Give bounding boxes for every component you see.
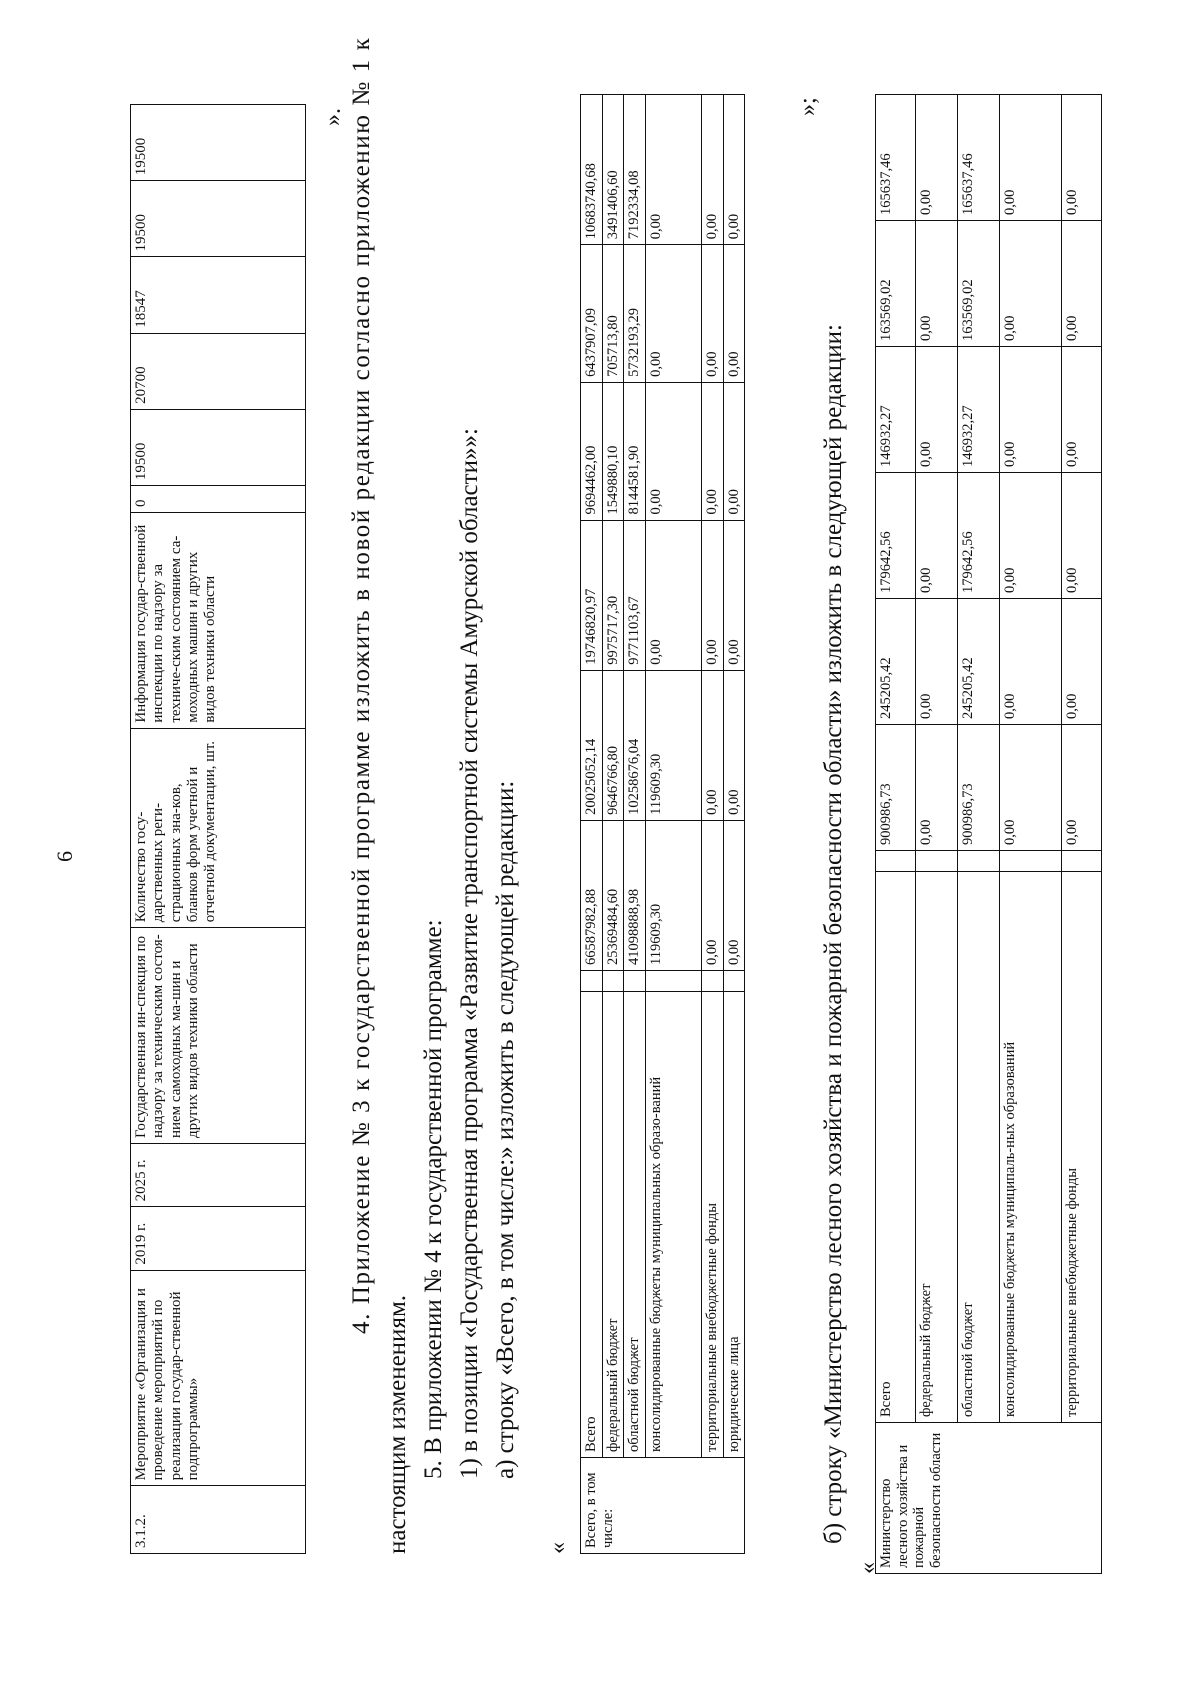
table-row <box>916 95 958 1574</box>
cell-value: 0,00 <box>916 473 958 599</box>
cell-value: 0,00 <box>1000 347 1062 473</box>
cell-value: 900986,73 <box>958 725 1000 851</box>
cell-value: 245205,42 <box>958 599 1000 725</box>
cell-value: 0,00 <box>723 820 745 970</box>
cell-value: 9694462,00 <box>581 382 603 520</box>
row-name: консолидированные бюджеты муниципаль-ных образований <box>1000 872 1062 1423</box>
table-row <box>876 95 916 1574</box>
table-row <box>1062 95 1102 1574</box>
cell-value: 0,00 <box>1000 473 1062 599</box>
measure-id: 3.1.2. <box>131 1486 306 1554</box>
paragraph-4-cont: настоящим изменениям. <box>384 1294 411 1554</box>
cell-value: 8144581,90 <box>624 382 646 520</box>
cell-value: 165637,46 <box>876 95 916 221</box>
cell-value: 179642,56 <box>958 473 1000 599</box>
row-name: Всего <box>581 992 603 1458</box>
cell-value: 0,00 <box>702 245 724 383</box>
cell-value: 0,00 <box>723 245 745 383</box>
cell-value: 41098888,98 <box>624 820 646 970</box>
cell-value: 165637,46 <box>958 95 1000 221</box>
cell-value: 25369484,60 <box>602 820 624 970</box>
cell-value: 0,00 <box>723 95 745 245</box>
cell-value: 9771103,67 <box>624 520 646 670</box>
cell-value: 7192334,08 <box>624 95 646 245</box>
measure-value: 0 <box>131 486 306 513</box>
cell-value: 10683740,68 <box>581 95 603 245</box>
cell-value: 0,00 <box>916 347 958 473</box>
row-name: областной бюджет <box>624 992 646 1458</box>
page-number: 6 <box>52 851 77 862</box>
measure-value: 18547 <box>131 257 306 333</box>
row-name: юридические лица <box>723 992 745 1458</box>
open-quote-2: « <box>545 1542 571 1554</box>
measure-start: 2019 г. <box>131 1207 306 1270</box>
cell-value: 163569,02 <box>958 221 1000 347</box>
paragraph-5-1: 1) в позиции «Государственная программа «Развитие транспортной системы Амурской области»»: <box>456 428 483 1479</box>
cell-value: 0,00 <box>702 520 724 670</box>
cell-value: 1549880,10 <box>602 382 624 520</box>
measure-value: 19500 <box>131 105 306 181</box>
cell-value: 0,00 <box>1062 221 1102 347</box>
cell-value: 0,00 <box>1062 347 1102 473</box>
table-row <box>646 95 702 1554</box>
row-name: Всего <box>876 872 916 1423</box>
paragraph-5-a: а) строку «Всего, в том числе:» изложить в следующей редакции: <box>492 780 519 1479</box>
cell-value: 0,00 <box>723 670 745 820</box>
cell-value: 0,00 <box>646 95 702 245</box>
cell-value: 146932,27 <box>958 347 1000 473</box>
table-row <box>1000 95 1062 1574</box>
cell-value: 0,00 <box>1000 599 1062 725</box>
cell-value: 20025052,14 <box>581 670 603 820</box>
cell-value: 0,00 <box>723 382 745 520</box>
paragraph-4: 4. Приложение № 3 к государственной программе изложить в новой редакции согласно приложению № 1 к <box>348 36 375 1334</box>
measure-source: Информация государ-ственной инспекции по надзору за техниче-ским состоянием са-моходных машин и других видов техники области <box>131 512 306 728</box>
cell-value: 0,00 <box>1000 221 1062 347</box>
cell-value: 0,00 <box>916 725 958 851</box>
table-row <box>624 95 646 1554</box>
cell-value: 0,00 <box>702 670 724 820</box>
row-name: консолидированные бюджеты муниципальных образо-ваний <box>646 992 702 1458</box>
cell-value: 900986,73 <box>876 725 916 851</box>
cell-value: 179642,56 <box>876 473 916 599</box>
open-quote-3: « <box>855 1562 881 1574</box>
forestry-budget-table <box>875 94 1102 1574</box>
measure-indicator: Количество госу-дарственных реги-страционных зна-ков, бланков форм учетной и отчетной документации, шт. <box>131 728 306 928</box>
cell-value: 245205,42 <box>876 599 916 725</box>
row-group-label: Всего, в том числе: <box>581 1458 745 1554</box>
cell-value: 9975717,30 <box>602 520 624 670</box>
cell-value: 119609,30 <box>646 820 702 970</box>
cell-value: 0,00 <box>702 95 724 245</box>
cell-value: 0,00 <box>916 221 958 347</box>
cell-value: 0,00 <box>1000 725 1062 851</box>
table-row <box>602 95 624 1554</box>
row-name: территориальные внебюджетные фонды <box>1062 872 1102 1423</box>
measure-value: 19500 <box>131 409 306 485</box>
cell-value: 0,00 <box>916 599 958 725</box>
cell-value: 0,00 <box>1062 725 1102 851</box>
table-row <box>702 95 724 1554</box>
cell-value: 0,00 <box>646 382 702 520</box>
row-name: территориальные внебюджетные фонды <box>702 992 724 1458</box>
row-name: федеральный бюджет <box>602 992 624 1458</box>
cell-value: 163569,02 <box>876 221 916 347</box>
paragraph-5: 5. В приложении № 4 к государственной программе: <box>420 919 447 1479</box>
cell-value: 19746820,97 <box>581 520 603 670</box>
cell-value: 9646766,80 <box>602 670 624 820</box>
cell-value: 0,00 <box>1062 599 1102 725</box>
cell-value: 5732193,29 <box>624 245 646 383</box>
measure-value: 20700 <box>131 333 306 409</box>
row-name: областной бюджет <box>958 872 1000 1423</box>
measure-value: 19500 <box>131 181 306 257</box>
cell-value: 66587982,88 <box>581 820 603 970</box>
row-group-label: Министерство лесного хозяйства и пожарной безопасности области <box>876 1423 1102 1574</box>
cell-value: 0,00 <box>1062 95 1102 221</box>
paragraph-5-b: б) строку «Министерство лесного хозяйства и пожарной безопасности области» изложить в следующей редакции: <box>820 324 847 1544</box>
measure-name: Мероприятие «Организация и проведение мероприятий по реализации государ-ственной подпрограммы» <box>131 1270 306 1486</box>
measure-executor: Государственная ин-спекция по надзору за техническим состоя-нием самоходных ма-шин и других видов техники области <box>131 928 306 1144</box>
cell-value: 0,00 <box>646 520 702 670</box>
measure-table <box>130 104 306 1554</box>
table-row <box>581 95 603 1554</box>
cell-value: 0,00 <box>916 95 958 221</box>
cell-value: 119609,30 <box>646 670 702 820</box>
transport-budget-table <box>580 94 745 1554</box>
closing-quote-1: ». <box>320 108 346 126</box>
cell-value: 0,00 <box>723 520 745 670</box>
table-row <box>958 95 1000 1574</box>
cell-value: 3491406,60 <box>602 95 624 245</box>
cell-value: 6437907,09 <box>581 245 603 383</box>
measure-end: 2025 г. <box>131 1144 306 1207</box>
row-name: федеральный бюджет <box>916 872 958 1423</box>
cell-value: 10258676,04 <box>624 670 646 820</box>
cell-value: 0,00 <box>702 820 724 970</box>
table-row <box>131 105 306 1554</box>
cell-value: 0,00 <box>1062 473 1102 599</box>
cell-value: 705713,80 <box>602 245 624 383</box>
cell-value: 0,00 <box>702 382 724 520</box>
cell-value: 146932,27 <box>876 347 916 473</box>
cell-value: 0,00 <box>646 245 702 383</box>
cell-value: 0,00 <box>1000 95 1062 221</box>
table-row <box>723 95 745 1554</box>
closing-quote-2: »; <box>795 97 821 116</box>
